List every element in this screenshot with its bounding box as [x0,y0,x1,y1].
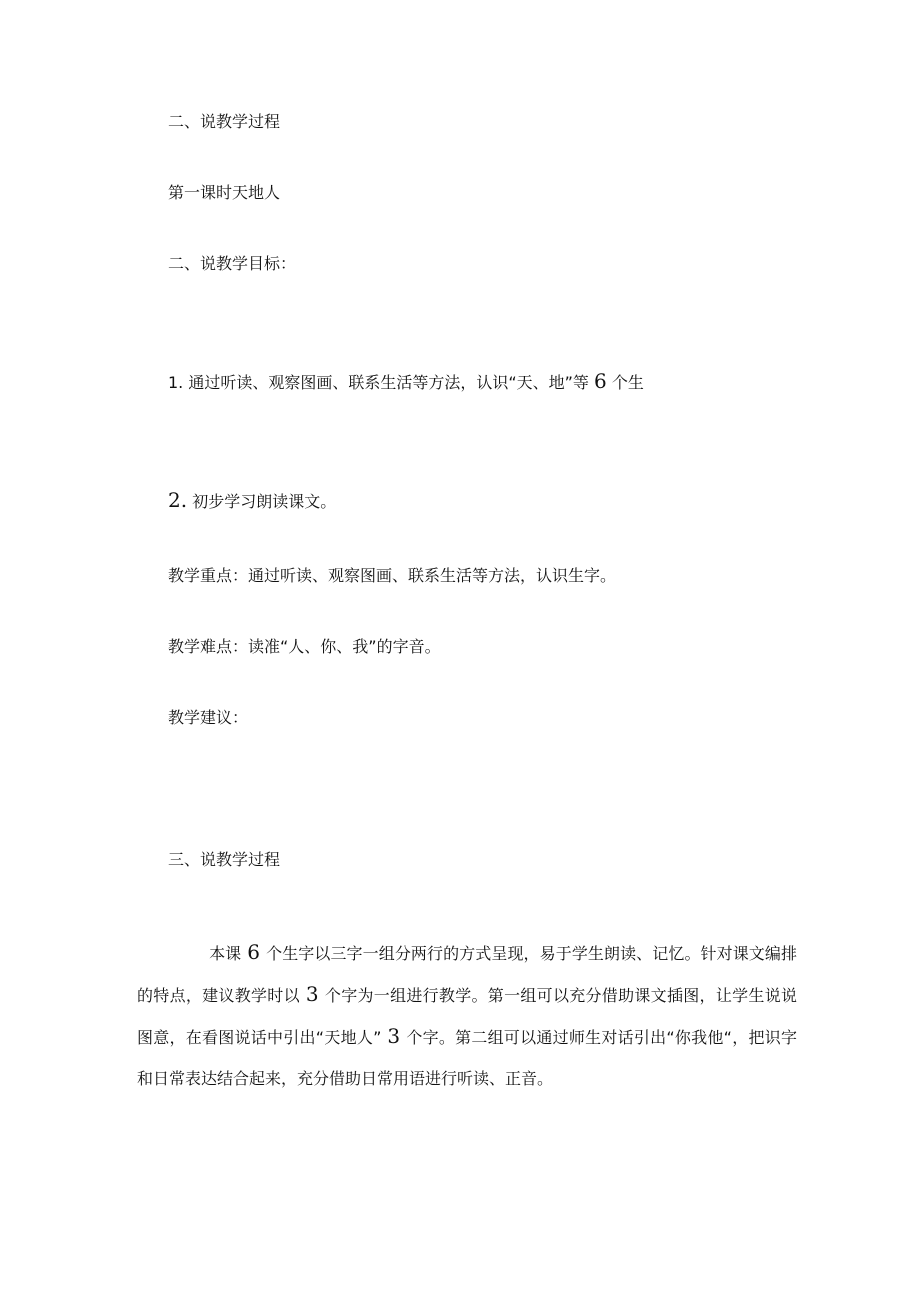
heading-teaching-process-3: 三、说教学过程 [168,850,281,869]
heading-teaching-process: 二、说教学过程 [168,112,281,131]
para-part-1: 本课 [209,944,242,963]
heading-teaching-goals: 二、说教学目标： [168,254,297,273]
para-number-1: 6 [247,940,261,964]
key-point: 教学重点：通过听读、观察图画、联系生活等方法，认识生字。 [168,566,617,585]
para-number-3: 3 [387,1024,401,1048]
goal-1-text: 1. 通过听读、观察图画、联系生活等方法，认识“天、地”等 [168,373,589,392]
goal-2-text: 初步学习朗读课文。 [192,492,337,511]
goal-1-tail: 个生 [611,373,644,392]
goal-1-number: 6 [594,369,607,393]
teaching-suggestion: 教学建议： [168,708,249,727]
body-paragraph [137,932,797,1099]
para-part-2: 个生字以三字一组分两行的方式呈现，易于学生朗读、记忆。针对课文编排的特点，建议教学时以 [137,944,797,1005]
goal-2-number: 2. [168,488,188,512]
para-part-3: 个字为一组进行教学。第一组可以充分借助课文插图，让学生说说图意，在看图说话中引出“天地人” [137,986,797,1047]
difficulty: 教学难点：读准“人、你、我”的字音。 [168,637,441,656]
goal-2 [168,490,336,512]
goal-1 [168,371,644,393]
para-part-4: 个字。第二组可以通过师生对话引出“你我他“，把识字和日常表达结合起来，充分借助日常用语进行听读、正音。 [137,1028,797,1088]
para-number-2: 3 [305,982,319,1006]
lesson-title: 第一课时天地人 [168,183,281,202]
